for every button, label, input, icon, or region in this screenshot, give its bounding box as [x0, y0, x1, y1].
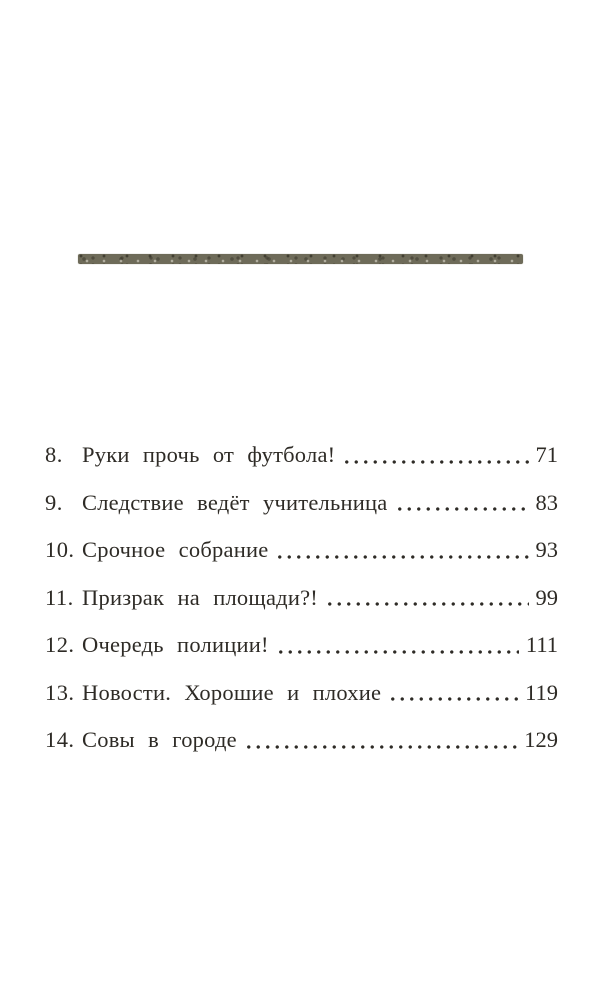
toc-entry	[45, 526, 558, 574]
page-number: 99	[535, 584, 558, 610]
dot-leader	[340, 431, 528, 479]
page-number: 119	[525, 679, 558, 705]
dot-leader	[393, 479, 529, 527]
chapter-title: Совы в городе	[82, 727, 237, 752]
chapter-title: Призрак на площади?!	[82, 584, 319, 610]
chapter-title: Новости. Хорошие и плохие	[82, 679, 382, 705]
chapter-number: 13.	[45, 679, 75, 705]
chapter-number: 11.	[45, 584, 74, 610]
decorative-rule	[78, 254, 523, 264]
chapter-number: 9.	[45, 489, 63, 515]
toc-entry	[45, 574, 558, 622]
page-number: 111	[525, 632, 558, 657]
chapter-title: Очередь полиции!	[82, 632, 269, 657]
dot-leader	[386, 669, 518, 717]
chapter-number: 10.	[45, 537, 75, 562]
toc-entry	[45, 431, 558, 479]
chapter-title: Следствие ведёт учительница	[82, 489, 388, 515]
chapter-number: 12.	[45, 632, 75, 657]
dot-leader	[323, 574, 528, 622]
toc-entry	[45, 621, 558, 669]
toc-entry	[45, 716, 558, 764]
table-of-contents	[45, 431, 558, 764]
page-number: 129	[524, 727, 558, 752]
dot-leader	[273, 526, 528, 574]
dot-leader	[242, 716, 517, 764]
chapter-title: Срочное собрание	[82, 537, 269, 562]
page-number: 71	[535, 442, 558, 467]
dot-leader	[274, 621, 519, 669]
page-number: 93	[535, 537, 558, 562]
page-number: 83	[535, 489, 558, 515]
toc-entry	[45, 479, 558, 527]
chapter-title: Руки прочь от футбола!	[82, 442, 336, 467]
chapter-number: 8.	[45, 442, 63, 467]
toc-entry	[45, 669, 558, 717]
chapter-number: 14.	[45, 727, 75, 752]
